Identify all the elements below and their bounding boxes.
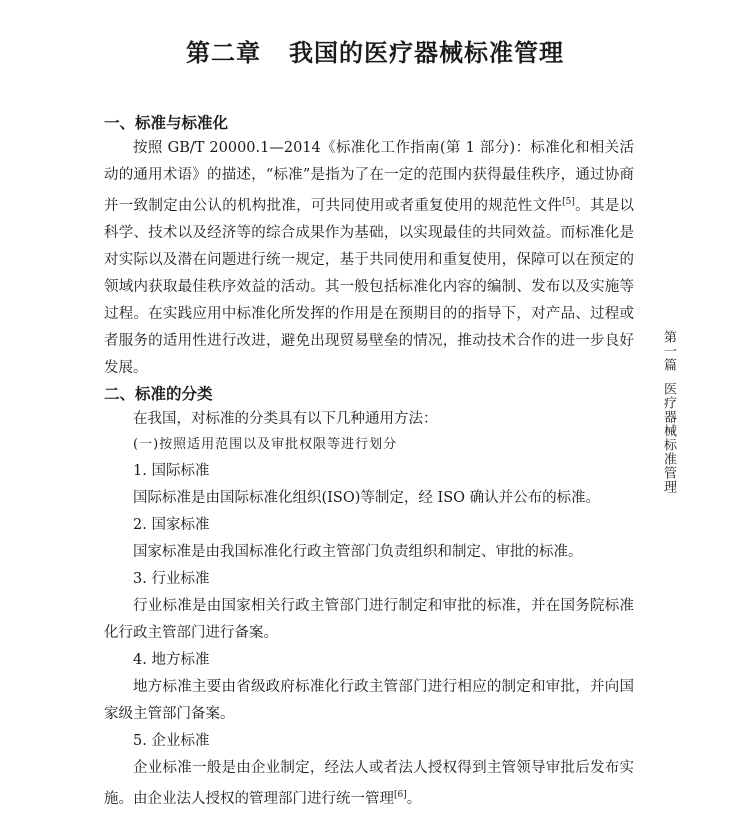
item-title: 1. 国际标准 bbox=[133, 463, 210, 479]
section-2-intro: 在我国，对标准的分类具有以下几种通用方法： bbox=[133, 411, 438, 427]
item-title: 3. 行业标准 bbox=[133, 571, 210, 587]
section-1-paragraph bbox=[104, 135, 634, 382]
chapter-title bbox=[0, 33, 750, 68]
item-5-text-b: 。 bbox=[406, 791, 422, 807]
section-1-text-b: 。其是以科学、技术以及经济等的综合成果作为基础，以实现最佳的共同效益。而标准化是对实际以及潜在问题进行统一规定，基于共同使用和重复使用，保障可以在预定的领域内获取最佳秩序效益的活动。其一般包括标准化内容的编制、发布以及实施等过程。在实践应用中标准化所发挥的作用是在预期目的的指导下，对产品、过程或者服务的适用性进行改进，避免出现贸易壁垒的情况，推动技术合作的进一步良好发展。 bbox=[104, 198, 635, 376]
item-text: 行业标准是由国家相关行政主管部门进行制定和审批的标准，并在国务院标准化行政主管部门进行备案。 bbox=[104, 598, 634, 641]
chapter-label: 第二章 bbox=[186, 38, 261, 67]
section-1-heading: 一、标准与标准化 bbox=[104, 113, 229, 132]
citation-6: [6] bbox=[394, 790, 407, 800]
side-tab bbox=[660, 330, 676, 494]
section-1-text-a: 按照 GB/T 20000.1—2014《标准化工作指南(第 1 部分)：标准化和相关活动的通用术语》的描述，“标准”是指为了在一定的范围内获得最佳秩序，通过协商并一致制定由公认的机构批准，可共同使用或者重复使用的规范性文件 bbox=[104, 140, 634, 214]
item-text: 地方标准主要由省级政府标准化行政主管部门进行相应的制定和审批，并向国家级主管部门备案。 bbox=[104, 679, 634, 722]
side-tab-part: 第一篇 bbox=[661, 330, 676, 372]
citation-5: [5] bbox=[562, 197, 575, 207]
item-text bbox=[104, 755, 634, 813]
section-2 bbox=[104, 381, 634, 813]
section-2-subheading: (一)按照适用范围以及审批权限等进行划分 bbox=[133, 437, 398, 452]
item-title: 4. 地方标准 bbox=[133, 652, 210, 668]
side-tab-title: 医疗器械标准管理 bbox=[661, 382, 676, 494]
chapter-name: 我国的医疗器械标准管理 bbox=[289, 38, 564, 67]
item-title: 2. 国家标准 bbox=[133, 517, 210, 533]
section-1 bbox=[104, 111, 634, 382]
section-2-heading: 二、标准的分类 bbox=[104, 384, 213, 403]
item-title: 5. 企业标准 bbox=[133, 733, 210, 749]
item-text: 国际标准是由国际标准化组织(ISO)等制定，经 ISO 确认并公布的标准。 bbox=[133, 490, 601, 506]
item-5-text-a: 企业标准一般是由企业制定，经法人或者法人授权得到主管领导审批后发布实施。由企业法人授权的管理部门进行统一管理 bbox=[104, 760, 634, 807]
item-text: 国家标准是由我国标准化行政主管部门负责组织和制定、审批的标准。 bbox=[133, 544, 583, 560]
